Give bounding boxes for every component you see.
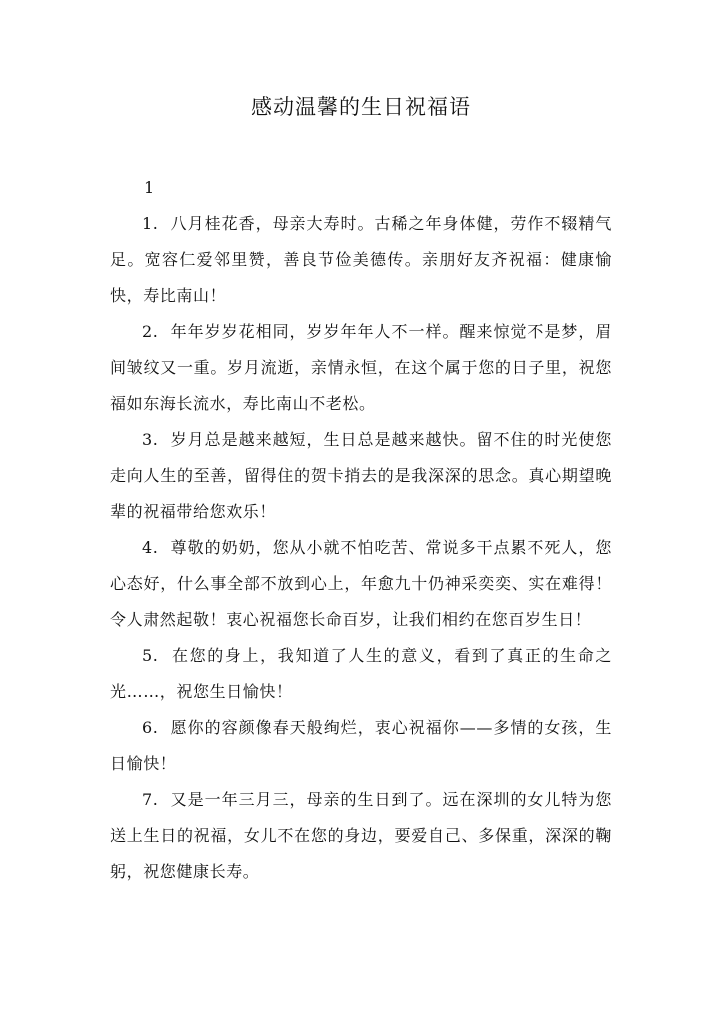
- paragraph-text: 岁月总是越来越短，生日总是越来越快。留不住的时光使您走向人生的至善，留得住的贺卡捎去的是我深深的思念。真心期望晚辈的祝福带给您欢乐！: [110, 430, 612, 521]
- document-title: 感动温馨的生日祝福语: [251, 95, 471, 119]
- paragraph-text: 八月桂花香，母亲大寿时。古稀之年身体健，劳作不辍精气足。宽容仁爱邻里赞，善良节俭美德传。亲朋好友齐祝福：健康愉快，寿比南山！: [110, 214, 612, 305]
- paragraph-6: [110, 710, 612, 782]
- paragraph-2: [110, 314, 612, 422]
- paragraph-1: [110, 206, 612, 314]
- paragraph-number: 5.: [142, 646, 159, 665]
- paragraph-text: 年年岁岁花相同，岁岁年年人不一样。醒来惊觉不是梦，眉间皱纹又一重。岁月流逝，亲情永恒，在这个属于您的日子里，祝您福如东海长流水，寿比南山不老松。: [110, 322, 612, 413]
- paragraph-text: 在您的身上，我知道了人生的意义，看到了真正的生命之光……，祝您生日愉快！: [110, 646, 612, 701]
- paragraph-number: 7.: [142, 790, 159, 809]
- paragraph-4: [110, 530, 612, 638]
- paragraph-3: [110, 422, 612, 530]
- paragraph-text: 又是一年三月三，母亲的生日到了。远在深圳的女儿特为您送上生日的祝福，女儿不在您的身边，要爱自己、多保重，深深的鞠躬，祝您健康长寿。: [110, 790, 612, 881]
- section-number: 1: [144, 178, 155, 197]
- paragraph-number: 4.: [142, 538, 159, 557]
- paragraph-text: 尊敬的奶奶，您从小就不怕吃苦、常说多干点累不死人，您心态好，什么事全部不放到心上，年愈九十仍神采奕奕、实在难得！令人肃然起敬！衷心祝福您长命百岁，让我们相约在您百岁生日！: [110, 538, 612, 629]
- paragraph-5: [110, 638, 612, 710]
- paragraph-number: 2.: [142, 322, 159, 341]
- paragraph-number: 1.: [142, 214, 159, 233]
- paragraph-text: 愿你的容颜像春天般绚烂，衷心祝福你——多情的女孩，生日愉快！: [110, 718, 612, 773]
- paragraph-number: 3.: [142, 430, 159, 449]
- paragraph-number: 6.: [142, 718, 159, 737]
- paragraph-7: [110, 782, 612, 890]
